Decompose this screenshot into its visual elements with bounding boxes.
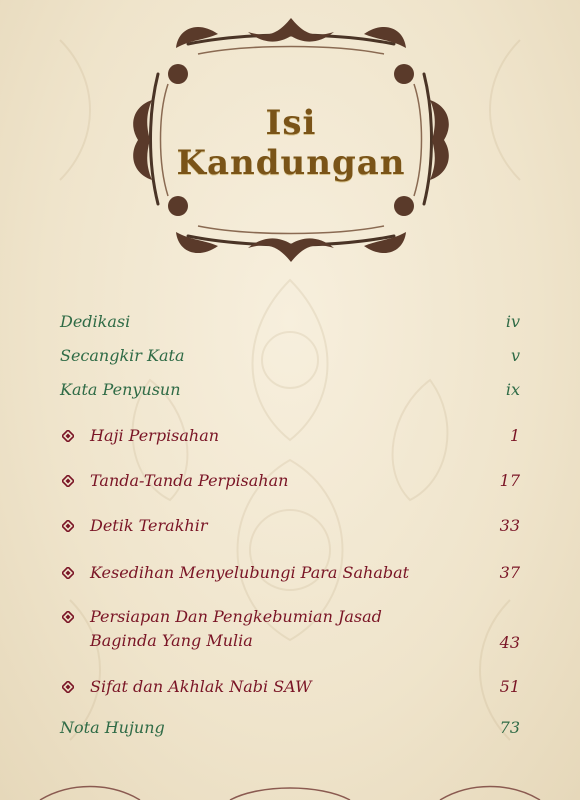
toc-entry-label-line-1: Persiapan Dan Pengkebumian Jasad — [90, 607, 382, 626]
toc-entry-label: Haji Perpisahan — [90, 426, 220, 445]
bottom-ornament — [0, 776, 580, 800]
toc-chapter-sifat-dan-akhlak[interactable] — [60, 677, 520, 699]
toc-entry-page: iv — [505, 312, 520, 331]
diamond-bullet-icon — [62, 475, 74, 487]
toc-entry-label: Detik Terakhir — [90, 516, 208, 535]
toc-chapter-haji-perpisahan[interactable] — [60, 426, 520, 448]
toc-entry-label: Sifat dan Akhlak Nabi SAW — [90, 677, 312, 696]
toc-entry-label: Secangkir Kata — [60, 346, 185, 365]
toc-entry-nota-hujung[interactable] — [60, 718, 520, 740]
toc-entry-secangkir-kata[interactable] — [60, 346, 520, 368]
toc-entry-label-line-2: Baginda Yang Mulia — [90, 631, 253, 650]
toc-entry-page: 1 — [509, 426, 520, 445]
toc-entry-label: Kata Penyusun — [60, 380, 181, 399]
toc-entry-page: 73 — [499, 718, 520, 737]
diamond-bullet-icon — [62, 611, 74, 623]
toc-entry-page: 51 — [499, 677, 520, 696]
toc-entry-label: Nota Hujung — [60, 718, 165, 737]
toc-entry-label: Dedikasi — [60, 312, 131, 331]
diamond-bullet-icon — [62, 681, 74, 693]
toc-chapter-detik-terakhir[interactable] — [60, 516, 520, 538]
toc-entry-page: ix — [505, 380, 520, 399]
toc-entry-page: 33 — [499, 516, 520, 535]
page-title-line-1: Isi — [265, 103, 317, 143]
toc-chapter-persiapan[interactable] — [60, 607, 520, 655]
toc-entry-page: 43 — [499, 633, 520, 652]
toc-entry-kata-penyusun[interactable] — [60, 380, 520, 402]
toc-entry-page: v — [510, 346, 520, 365]
diamond-bullet-icon — [62, 520, 74, 532]
toc-entry-dedikasi[interactable] — [60, 312, 520, 334]
page-title-line-2: Kandungan — [176, 143, 406, 183]
diamond-bullet-icon — [62, 567, 74, 579]
diamond-bullet-icon — [62, 430, 74, 442]
toc-entry-page: 17 — [499, 471, 520, 490]
toc-chapter-kesedihan[interactable] — [60, 563, 520, 585]
toc-entry-page: 37 — [499, 563, 520, 582]
toc-chapter-tanda-tanda-perpisahan[interactable] — [60, 471, 520, 493]
toc-entry-label: Kesedihan Menyelubungi Para Sahabat — [90, 563, 410, 582]
toc-entry-label: Tanda-Tanda Perpisahan — [90, 471, 289, 490]
